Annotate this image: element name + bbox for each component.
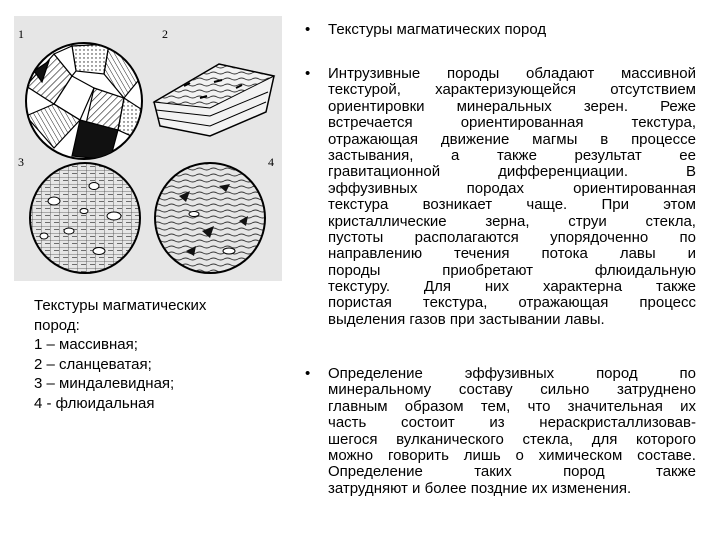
text-line: [328, 263, 696, 279]
rock-textures-illustration: [14, 16, 282, 281]
word: пород: [596, 365, 638, 382]
text-line: Текстуры магматических пород: [328, 21, 547, 38]
word: составу: [458, 381, 513, 399]
bullet-dot: •: [305, 21, 311, 38]
word: также: [656, 463, 696, 481]
word: Определение: [328, 463, 423, 481]
word: говорить: [387, 446, 449, 464]
word: отсутствием: [610, 81, 696, 99]
word: породах: [466, 179, 525, 197]
caption-line: 1 – массивная;: [34, 336, 138, 353]
caption-line: 3 – миндалевидная;: [34, 375, 175, 392]
word: состоит: [400, 414, 455, 432]
word: Интрузивные: [328, 65, 421, 82]
word: упорядоченно: [550, 228, 649, 246]
bullet-text: [328, 366, 696, 497]
text-line: [328, 382, 696, 398]
word: пород: [563, 463, 605, 481]
figure-label-3: 3: [18, 155, 24, 169]
word: образом: [404, 397, 464, 415]
text-line: [328, 366, 696, 382]
word: дифференциации.: [498, 163, 629, 181]
word: по: [679, 365, 696, 382]
text-line: [328, 99, 696, 115]
word: флюидальную: [594, 261, 696, 279]
word: зерен.: [583, 97, 628, 115]
text-line: [328, 432, 696, 448]
rock-textures-figure: [14, 16, 282, 281]
word: пористая: [328, 294, 392, 312]
word: для: [591, 430, 618, 448]
caption-line: 2 – сланцеватая;: [34, 355, 152, 373]
word: массивной: [620, 65, 696, 82]
word: из: [489, 414, 505, 432]
word: приобретают: [442, 261, 534, 279]
word: текстуру.: [328, 278, 390, 296]
text-line: [328, 197, 696, 213]
word: встречается: [328, 114, 413, 132]
word: нераскристаллизовав-: [539, 414, 696, 432]
word: о: [515, 446, 524, 464]
word: составе.: [637, 446, 696, 464]
word: минеральных: [456, 97, 552, 115]
word: процесс: [639, 294, 696, 312]
word: что: [527, 397, 551, 415]
bullet-dot: •: [305, 365, 311, 382]
word: характеризующейся: [435, 81, 576, 99]
text-line: [328, 164, 696, 180]
figure-label-1: 1: [18, 27, 24, 41]
caption-line: пород:: [34, 316, 80, 334]
word: зерна,: [485, 212, 530, 230]
bullet-text: [328, 22, 696, 38]
text-line: [328, 279, 696, 295]
text-line: [328, 181, 696, 197]
word: струи: [568, 212, 607, 230]
word: можно: [328, 446, 374, 464]
text-line: [328, 132, 696, 148]
figure-label-4: 4: [268, 155, 274, 169]
word: чаще.: [526, 196, 568, 214]
word: характерна: [542, 278, 623, 296]
word: Определение: [328, 365, 423, 382]
word: гравитационной: [328, 163, 441, 181]
word: Для: [423, 278, 451, 296]
word: текстура: [328, 196, 389, 214]
word: химическом: [538, 446, 623, 464]
word: отражающая: [328, 130, 418, 148]
word: породы: [328, 261, 381, 279]
text-line: [328, 295, 696, 311]
word: эффузивных: [464, 365, 555, 382]
word: возникает: [422, 196, 493, 214]
text-line: [328, 399, 696, 415]
word: их: [680, 397, 696, 415]
word: располагаются: [414, 228, 519, 246]
word: в: [600, 130, 609, 148]
word: кристаллические: [328, 212, 447, 230]
text-line: выделения газов при застывании лавы.: [328, 310, 605, 328]
word: таких: [474, 463, 512, 481]
text-line: [328, 115, 696, 131]
figure-caption: [34, 296, 294, 413]
text-line: [328, 415, 696, 431]
word: затруднено: [617, 381, 696, 399]
word: В: [685, 163, 696, 181]
figure-label-2: 2: [162, 27, 168, 41]
word: стекла,: [522, 430, 574, 448]
word: минеральному: [328, 381, 432, 399]
word: лишь: [463, 446, 501, 464]
word: ориентировки: [328, 97, 425, 115]
word: лавы: [619, 245, 656, 263]
word: ориентированная: [573, 179, 696, 197]
word: текстура,: [422, 294, 488, 312]
word: отражающая: [518, 294, 609, 312]
text-line: [328, 230, 696, 246]
bullet-text: [328, 66, 696, 328]
word: стекла,: [645, 212, 696, 230]
caption-line: Текстуры магматических: [34, 297, 207, 314]
word: Реже: [660, 97, 696, 115]
word: также: [656, 278, 696, 296]
word: главным: [328, 397, 388, 415]
word: а: [451, 146, 460, 164]
word: по: [679, 228, 696, 246]
text-line: [328, 148, 696, 164]
word: ориентированная: [460, 114, 584, 132]
text-line: [328, 448, 696, 464]
word: застывания,: [328, 146, 414, 164]
text-line: [328, 214, 696, 230]
word: эффузивных: [328, 179, 418, 197]
word: результат: [574, 146, 642, 164]
text-line: [328, 82, 696, 98]
caption-line: 4 - флюидальная: [34, 394, 155, 412]
text-line: затрудняют и более поздние их изменения.: [328, 479, 632, 497]
word: тем,: [480, 397, 511, 415]
word: них: [484, 278, 510, 296]
word: и: [687, 245, 696, 263]
word: часть: [328, 414, 367, 432]
word: текстурой,: [328, 81, 401, 99]
word: магмы: [532, 130, 578, 148]
text-line: [328, 464, 696, 480]
word: обладают: [526, 65, 595, 82]
word: также: [496, 146, 537, 164]
schistose-slab: [154, 64, 274, 136]
text-line: [328, 66, 696, 82]
word: вулканического: [396, 430, 504, 448]
word: При: [601, 196, 630, 214]
word: шегося: [328, 430, 378, 448]
word: процессе: [631, 130, 696, 148]
word: значительная: [567, 397, 663, 415]
word: породы: [446, 65, 500, 82]
word: потока: [541, 245, 588, 263]
word: течения: [454, 245, 510, 263]
text-line: [328, 246, 696, 262]
word: ее: [679, 146, 696, 164]
word: направлению: [328, 245, 423, 263]
word: движение: [440, 130, 510, 148]
word: сильно: [540, 381, 590, 399]
word: которого: [635, 430, 696, 448]
word: текстура,: [631, 114, 696, 132]
bullet-dot: •: [305, 65, 311, 82]
word: этом: [663, 196, 696, 214]
word: пустоты: [328, 228, 384, 246]
